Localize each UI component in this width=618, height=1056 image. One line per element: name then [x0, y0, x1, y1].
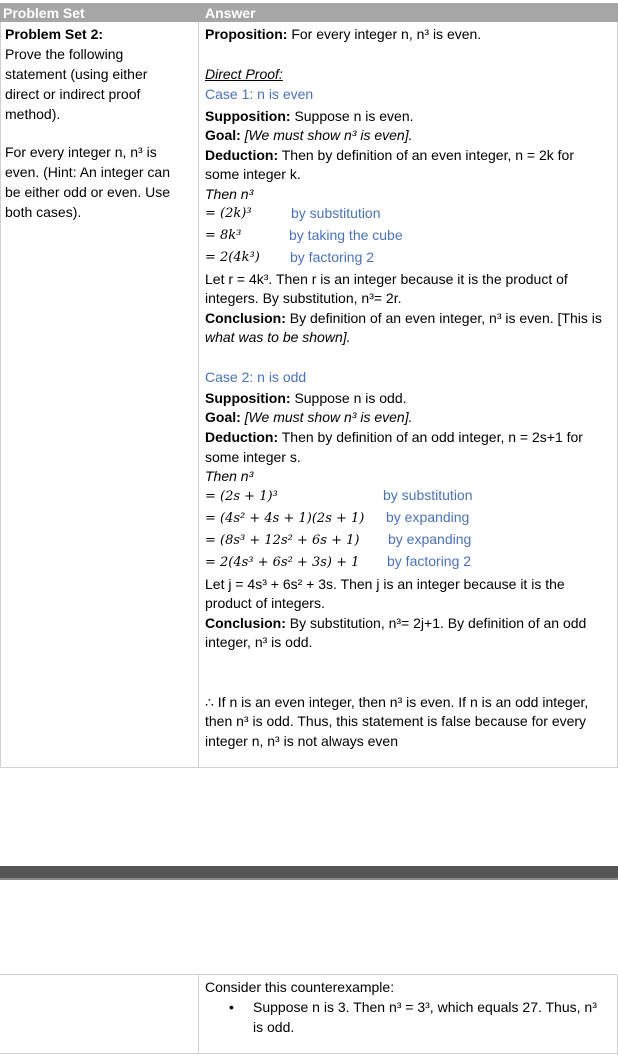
proposition	[205, 24, 481, 44]
c1-ded-label: Deduction:	[205, 147, 279, 163]
final-statement: integer n, n³ is not always even	[205, 733, 398, 749]
c1-ded-line2: some integer k.	[205, 166, 301, 182]
c1-then: Then n³	[205, 186, 254, 202]
c1-eq-note: by factoring 2	[290, 249, 375, 265]
c1-eq-note: by substitution	[291, 205, 381, 221]
c1-let: Let r = 4k³. Then r is an integer because it is the product of	[205, 271, 568, 287]
c1-equation: = (2k)³	[205, 206, 252, 221]
problem-line: both cases).	[5, 204, 82, 220]
c2-con-line2: integer, n³ is odd.	[205, 634, 313, 650]
c2-deduction	[205, 427, 583, 447]
problem-line: method).	[5, 106, 61, 122]
bottom-left-cell	[0, 974, 198, 1054]
c2-goal-text: [We must show n³ is even].	[244, 409, 413, 425]
c1-deduction	[205, 145, 574, 165]
c2-ded-text: Then by definition of an odd integer, n = 2s+1 for	[281, 429, 583, 445]
c2-con-label: Conclusion:	[205, 615, 286, 631]
c2-let: Let j = 4s³ + 6s² + 3s. Then j is an integer because it is the	[205, 576, 565, 592]
c2-then: Then n³	[205, 468, 254, 484]
header-answer: Answer	[205, 5, 256, 21]
c1-goal	[205, 125, 412, 145]
c1-let-line2: integers. By substitution, n³= 2r.	[205, 290, 402, 306]
problem-line: For every integer n, n³ is	[5, 144, 157, 160]
c1-con-line2: what was to be shown].	[205, 329, 351, 345]
c2-sup-text: Suppose n is odd.	[294, 390, 407, 406]
counterexample-bullet: Suppose n is 3. Then n³ = 3³, which equals 27. Thus, n³	[253, 999, 597, 1015]
c2-eq-note: by substitution	[383, 487, 473, 503]
c1-goal-text: [We must show n³ is even].	[244, 127, 413, 143]
c1-supposition	[205, 106, 414, 126]
c2-ded-line2: some integer s.	[205, 449, 301, 465]
c1-ded-text: Then by definition of an even integer, n = 2k for	[281, 147, 574, 163]
final-statement: then n³ is odd. Thus, this statement is false because for every	[205, 713, 587, 729]
c2-con-text: By substitution, n³= 2j+1. By definition of an odd	[289, 615, 587, 631]
problem-title: Problem Set 2:	[5, 26, 104, 42]
c1-con-label: Conclusion:	[205, 310, 286, 326]
proposition-label: Proposition:	[205, 26, 288, 42]
problem-line: direct or indirect proof	[5, 86, 141, 102]
final-statement: ∴ If n is an even integer, then n³ is even. If n is an odd integer,	[205, 694, 589, 710]
page-divider	[0, 866, 618, 880]
proposition-text: For every integer n, n³ is even.	[291, 26, 482, 42]
counterexample-cell	[198, 974, 618, 1054]
case1-title: Case 1: n is even	[205, 86, 314, 102]
c2-goal	[205, 407, 412, 427]
c2-equation: = (4s² + 4s + 1)(2s + 1)	[205, 511, 365, 526]
c2-eq-note: by factoring 2	[387, 553, 472, 569]
counterexample-bullet-line2: is odd.	[253, 1019, 295, 1035]
c2-supposition	[205, 388, 407, 408]
answer-cell	[198, 22, 618, 768]
problem-line: Prove the following	[5, 46, 124, 62]
c2-let-line2: product of integers.	[205, 595, 325, 611]
case2-title: Case 2: n is odd	[205, 369, 307, 385]
problem-line: even. (Hint: An integer can	[5, 164, 170, 180]
c1-sup-text: Suppose n is even.	[294, 108, 414, 124]
c1-sup-label: Supposition:	[205, 108, 291, 124]
c2-eq-note: by expanding	[388, 531, 472, 547]
c2-eq-note: by expanding	[386, 509, 470, 525]
c2-equation: = (2s + 1)³	[205, 489, 278, 504]
problem-cell	[0, 22, 198, 768]
c2-equation: = 2(4s³ + 6s² + 3s) + 1	[205, 555, 360, 570]
c1-equation: = 2(4k³)	[205, 250, 260, 265]
problem-line: statement (using either	[5, 66, 148, 82]
c2-ded-label: Deduction:	[205, 429, 279, 445]
c2-sup-label: Supposition:	[205, 390, 291, 406]
header-problem-set: Problem Set	[3, 5, 85, 21]
table-header	[0, 3, 618, 22]
c1-con-text: By definition of an even integer, n³ is even. [This is	[289, 310, 602, 326]
c1-goal-label: Goal:	[205, 127, 241, 143]
c1-equation: = 8k³	[205, 228, 242, 243]
c2-conclusion	[205, 613, 586, 633]
c1-eq-note: by taking the cube	[289, 227, 403, 243]
c2-goal-label: Goal:	[205, 409, 241, 425]
c2-equation: = (8s³ + 12s² + 6s + 1)	[205, 533, 360, 548]
direct-proof-heading: Direct Proof:	[205, 66, 283, 82]
counterexample-intro: Consider this counterexample:	[205, 979, 395, 995]
problem-line: be either odd or even. Use	[5, 184, 170, 200]
bullet-dot: •	[229, 999, 234, 1015]
c1-conclusion	[205, 308, 602, 328]
